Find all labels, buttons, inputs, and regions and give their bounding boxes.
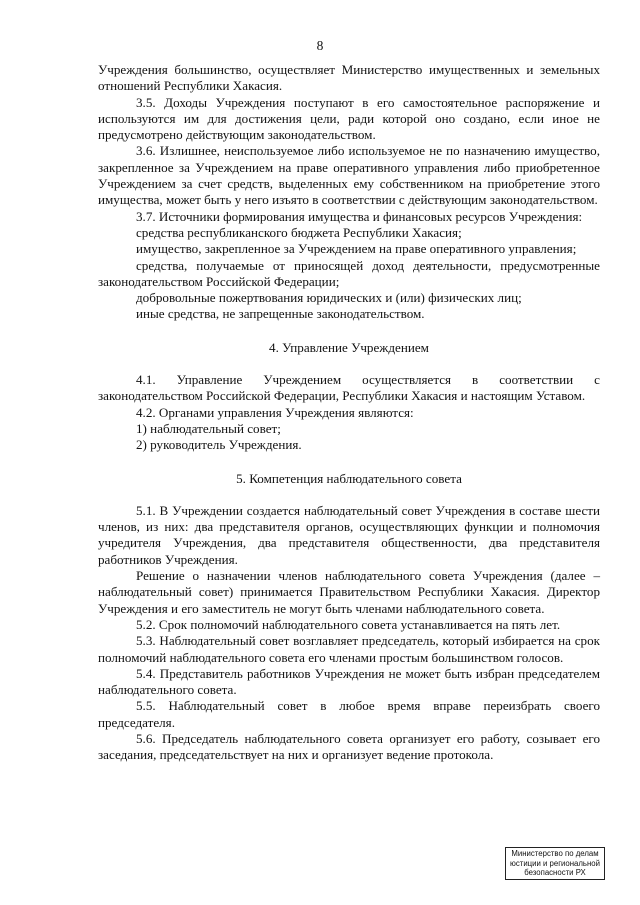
list-item: добровольные пожертвования юридических и (или) физических лиц;: [136, 290, 522, 306]
list-item: имущество, закрепленное за Учреждением на праве оперативного управления;: [136, 241, 577, 257]
list-item: иные средства, не запрещенные законодательством.: [136, 306, 425, 322]
paragraph-4-2: 4.2. Органами управления Учреждения являются:: [136, 404, 414, 420]
page-number: 8: [316, 38, 324, 53]
stamp-line: безопасности РХ: [524, 868, 586, 878]
section-heading-5: 5. Компетенция наблюдательного совета: [236, 470, 462, 486]
paragraph-5-3: 5.3. Наблюдательный совет возглавляет председатель, который избирается на срок полномочий наблюдательного совета его членами простым большинством голосов.: [98, 633, 600, 665]
document-body: [98, 62, 600, 764]
stamp-line: юстиции и региональной: [510, 858, 600, 868]
paragraph-continuation: Учреждения большинство, осуществляет Министерство имущественных и земельных отношений Республики Хакасия.: [98, 62, 600, 94]
paragraph-5-1-decision: Решение о назначении членов наблюдательного совета Учреждения (далее – наблюдательный совет) принимается Правительством Республики Хакасия. Директор Учреждения и его заместитель не могут быть членами наблюдательного совета.: [98, 568, 600, 616]
list-item: 1) наблюдательный совет;: [136, 420, 281, 436]
paragraph-5-5: 5.5. Наблюдательный совет в любое время вправе переизбрать своего председателя.: [98, 698, 600, 730]
paragraph-4-1: 4.1. Управление Учреждением осуществляется в соответствии с законодательством Российской Федерации, Республики Хакасия и настоящим Уставом.: [98, 372, 600, 404]
ministry-stamp: [505, 847, 605, 880]
paragraph-3-6: 3.6. Излишнее, неиспользуемое либо используемое не по назначению имущество, закрепленное за Учреждением на праве оперативного управления либо приобретенное Учреждением за счет средств, выделенных ему собственником на приобретение этого имущества, может быть у него изъято в соответствии с действующим законодательством.: [98, 143, 600, 208]
paragraph-5-1: 5.1. В Учреждении создается наблюдательный совет Учреждения в составе шести членов, из них: два представителя органов, осуществляющих функции и полномочия учредителя Учреждения, два представителя общественности, два представителя работников Учреждения.: [98, 502, 600, 567]
stamp-line: Министерство по делам: [511, 849, 599, 858]
list-item: средства, получаемые от приносящей доход деятельности, предусмотренные законодательством Российской Федерации;: [98, 257, 600, 289]
section-heading-4: 4. Управление Учреждением: [269, 339, 429, 355]
paragraph-3-7: 3.7. Источники формирования имущества и финансовых ресурсов Учреждения:: [136, 208, 583, 224]
paragraph-5-6: 5.6. Председатель наблюдательного совета организует его работу, созывает его заседания, председательствует на них и организует ведение протокола.: [98, 730, 600, 763]
list-item: 2) руководитель Учреждения.: [136, 437, 302, 453]
paragraph-5-2: 5.2. Срок полномочий наблюдательного совета устанавливается на пять лет.: [136, 616, 561, 632]
paragraph-5-4: 5.4. Представитель работников Учреждения не может быть избран председателем наблюдательного совета.: [98, 665, 600, 698]
list-item: средства республиканского бюджета Республики Хакасия;: [136, 224, 462, 240]
paragraph-3-5: 3.5. Доходы Учреждения поступают в его самостоятельное распоряжение и используются им для достижения цели, ради которой оно создано, если иное не предусмотрено действующим законодательством.: [98, 94, 600, 143]
